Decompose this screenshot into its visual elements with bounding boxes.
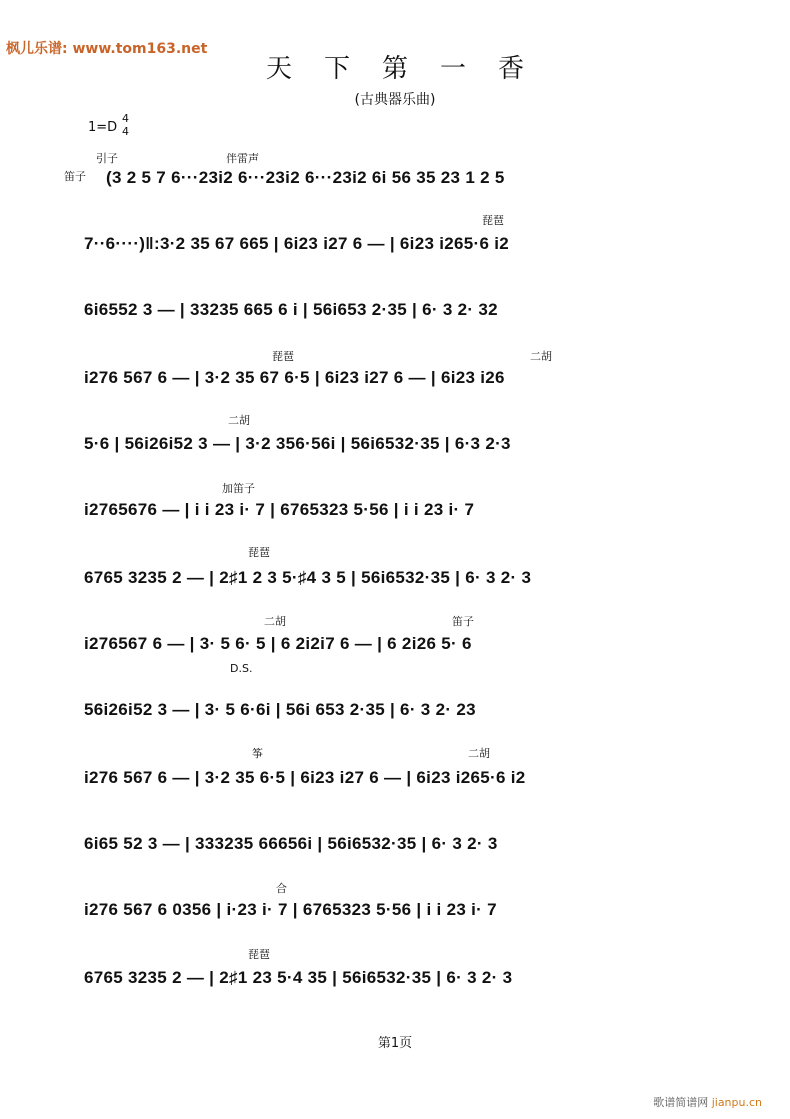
score-line-7	[84, 562, 744, 598]
label-he: 合	[276, 882, 287, 895]
meter-bottom: 4	[122, 125, 129, 138]
label-flute: 笛子	[64, 170, 86, 183]
logo-url: jianpu.cn	[711, 1096, 762, 1109]
score-subtitle: (古典器乐曲)	[354, 92, 436, 108]
score-line-11	[84, 828, 744, 864]
logo-text: 歌谱简谱网	[653, 1096, 709, 1109]
line-notes: 6i65 52 3 — | 333235 66656i | 56i6532·35 | 6· 3 2· 3	[84, 834, 498, 853]
line-notes: i276 567 6 0356 | i·23 i· 7 | 6765323 5·56 | i i 23 i· 7	[84, 900, 497, 919]
time-signature	[122, 112, 129, 138]
line-notes: 5·6 | 56i26i52 3 — | 3·2 356·56i | 56i6532·35 | 6·3 2·3	[84, 434, 511, 453]
score-line-4	[84, 362, 744, 398]
label-pipa-4: 琵琶	[248, 948, 270, 961]
label-add-flute: 加笛子	[222, 482, 255, 495]
label-intro: 引子	[96, 152, 118, 165]
line-notes: 56i26i52 3 — | 3· 5 6·6i | 56i 653 2·35 | 6· 3 2· 23	[84, 700, 476, 719]
line-notes: 7··6····)‖:3·2 35 67 665 | 6i23 i27 6 — | 6i23 i265·6 i2	[84, 234, 510, 253]
line-notes: 6i6552 3 — | 33235 665 6 i | 56i653 2·35 | 6· 3 2· 32	[84, 300, 498, 319]
label-erhu-2: 二胡	[228, 414, 250, 427]
label-erhu-4: 二胡	[468, 747, 490, 760]
score-line-13	[84, 962, 744, 998]
score-line-1	[84, 162, 744, 198]
score-line-6	[84, 494, 744, 530]
line-notes: 6765 3235 2 — | 2♯1 2 3 5·♯4 3 5 | 56i6532·35 | 6· 3 2· 3	[84, 568, 532, 587]
page-number: 第1页	[377, 1036, 413, 1051]
label-zheng: 筝	[252, 747, 263, 760]
score-title: 天下第一香	[265, 54, 556, 84]
score-line-12	[84, 894, 744, 930]
line-notes: i276 567 6 — | 3·2 35 6·5 | 6i23 i27 6 — | 6i23 i265·6 i2	[84, 768, 526, 787]
site-logo[interactable]	[653, 1094, 762, 1110]
meter-top: 4	[122, 112, 129, 125]
site-watermark: 枫儿乐谱: www.tom163.net	[6, 41, 208, 57]
score-line-9	[84, 694, 744, 730]
score-line-3	[84, 294, 744, 330]
score-line-2	[84, 228, 744, 264]
key-signature: 1=D	[88, 120, 118, 135]
label-erhu-1: 二胡	[530, 350, 552, 363]
score-line-10	[84, 762, 744, 798]
label-pipa-1: 琵琶	[482, 214, 504, 227]
label-ds: D.S.	[230, 662, 253, 675]
line-notes: i2765676 — | i i 23 i· 7 | 6765323 5·56 | i i 23 i· 7	[84, 500, 475, 519]
line-notes: i276567 6 — | 3· 5 6· 5 | 6 2i2i7 6 — | 6 2i26 5· 6	[84, 634, 472, 653]
line-notes: i276 567 6 — | 3·2 35 67 6·5 | 6i23 i27 6 — | 6i23 i26	[84, 368, 505, 387]
score-line-8	[84, 628, 744, 664]
label-thunder: 伴雷声	[226, 152, 259, 165]
label-flute-2: 笛子	[452, 615, 474, 628]
line-notes: (3 2 5 7 6···23i2 6···23i2 6···23i2 6i 56 35 23 1 2 5	[106, 168, 505, 187]
label-pipa-3: 琵琶	[248, 546, 270, 559]
label-erhu-3: 二胡	[264, 615, 286, 628]
score-line-5	[84, 428, 744, 464]
line-notes: 6765 3235 2 — | 2♯1 23 5·4 35 | 56i6532·35 | 6· 3 2· 3	[84, 968, 513, 987]
label-pipa-2: 琵琶	[272, 350, 294, 363]
